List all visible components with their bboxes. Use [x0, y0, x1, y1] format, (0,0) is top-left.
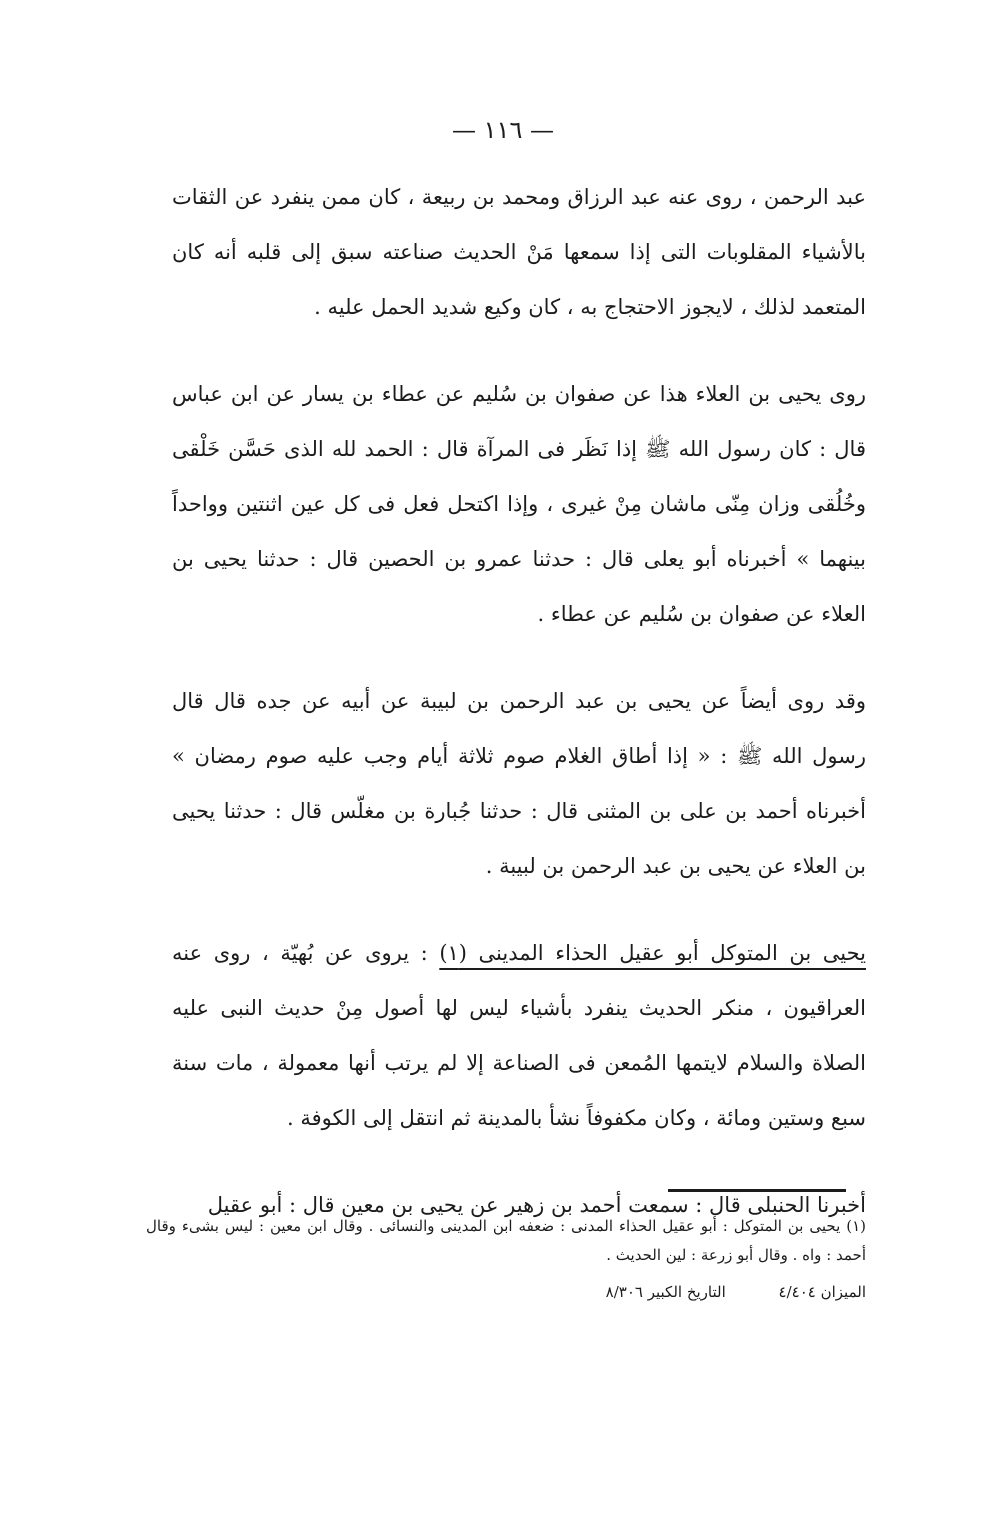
paragraph-3: وقد روى أيضاً عن يحيى بن عبد الرحمن بن لبيبة عن أبيه عن جده قال قال رسول الله ﷺ : « إذا أطاق الغلام صوم ثلاثة أيام وجب عليه صوم رمضان » أخبرناه أحمد بن على بن المثنى قال : حدثنا جُبارة بن مغلّس قال : حدثنا يحيى بن العلاء عن يحيى بن عبد الرحمن بن لبيبة . [172, 689, 866, 878]
paragraph-2: روى يحيى بن العلاء هذا عن صفوان بن سُليم عن عطاء بن يسار عن ابن عباس قال : كان رسول الله ﷺ إذا نَظَر فى المرآة قال : الحمد لله الذى حَسَّن خَلْقى وخُلُقى وزان مِنّى ماشان مِنْ غيرى ، وإذا اكتحل فعل فى كل عين اثنتين وواحداً بينهما » أخبرناه أبو يعلى قال : حدثنا عمرو بن الحصين قال : حدثنا يحيى بن العلاء عن صفوان بن سُليم عن عطاء . [172, 382, 866, 626]
source-mizan: الميزان ٤/٤٠٤ [778, 1283, 866, 1301]
entry-continuation: والسلام لايتمها المُمعن فى الصناعة إلا لم يرتب أنها معمولة ، مات سنة سبع وستين ومائة ، وكان مكفوفاً نشأ بالمدينة ثم انتقل إلى الكوفة . [172, 1051, 866, 1130]
source-tarikh: التاريخ الكبير ٨/٣٠٦ [605, 1283, 726, 1301]
entry-heading: يحيى بن المتوكل أبو عقيل الحذاء المدينى (١) [439, 941, 866, 965]
entry-text: : يروى عن بُهيّة ، روى عنه العراقيون ، منكر الحديث ينفرد بأشياء ليس لها أصول مِنْ حديث النبى عليه الصلاة [172, 941, 866, 1075]
footnote-sources [146, 1278, 866, 1307]
entry-paragraph [172, 926, 866, 1146]
paragraph-1: عبد الرحمن ، روى عنه عبد الرزاق ومحمد بن ربيعة ، كان ممن ينفرد عن الثقات بالأشياء المقلوبات التى إذا سمعها مَنْ الحديث صناعته سبق إلى قلبه أنه كان المتعمد لذلك ، لايجوز الاحتجاج به ، كان وكيع شديد الحمل عليه . [172, 185, 866, 319]
main-text [172, 170, 866, 1233]
paragraph-5: أخبرنا الحنبلى قال : سمعت أحمد بن زهير عن يحيى بن معين قال : أبو عقيل [207, 1193, 866, 1217]
footnotes [146, 1212, 866, 1307]
footnote-separator [668, 1189, 846, 1192]
footnote-1: (١) يحيى بن المتوكل : أبو عقيل الحذاء المدنى : ضعفه ابن المدينى والنسائى . وقال ابن معين : ليس بشىء وقال أحمد : واه . وقال أبو زرعة : لين الحديث . [146, 1217, 866, 1264]
page-number: — ١١٦ — [452, 116, 554, 144]
